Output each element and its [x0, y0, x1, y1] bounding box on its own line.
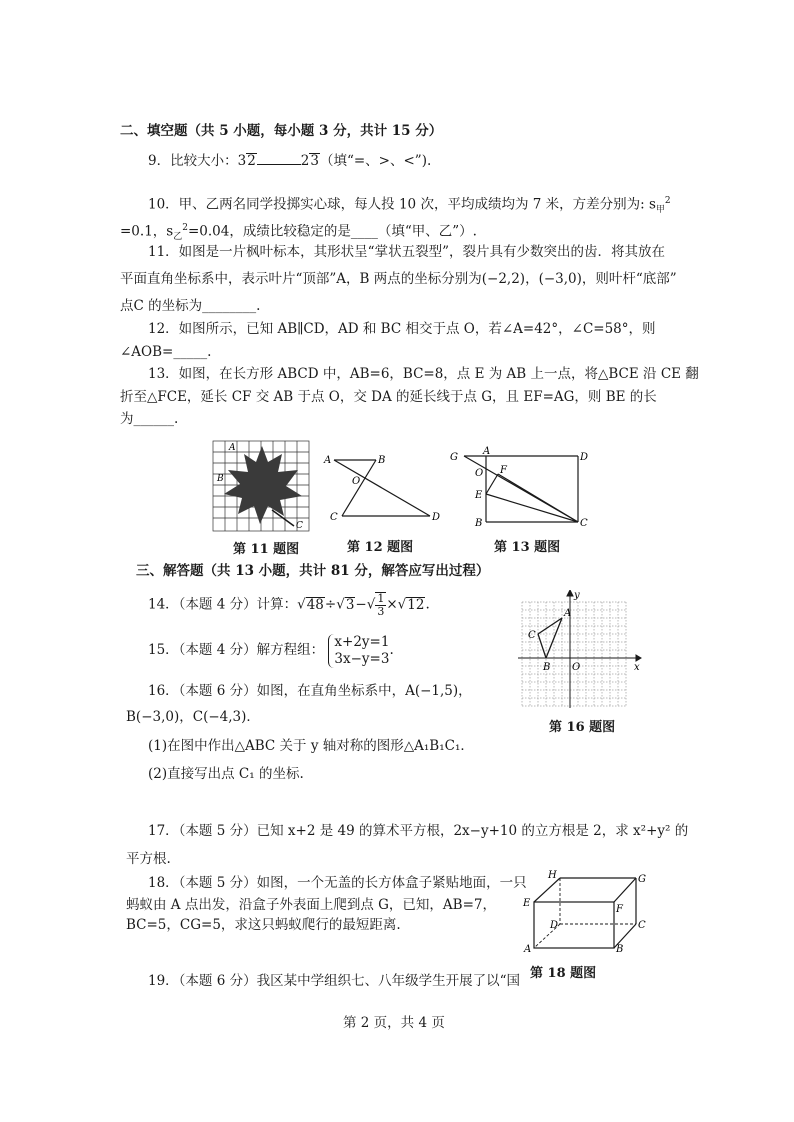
fig13-label-D: D — [580, 452, 589, 463]
question-13-line-1: 13．如图，在长方形 ABCD 中，AB=6，BC=8，点 E 为 AB 上一点，将△BCE 沿 CE 翻 — [148, 366, 699, 382]
question-18-line-2: 蚂蚁由 A 点出发，沿盒子外表面上爬到点 G，已知，AB=7， — [126, 897, 496, 913]
fig12-label-D: D — [432, 512, 441, 523]
figure-13-caption: 第 13 题图 — [494, 540, 561, 555]
fig11-label-B: B — [217, 474, 224, 484]
question-11-line-2: 平面直角坐标系中，表示叶片“顶部”A，B 两点的坐标分别为(−2,2)，(−3,0)，则叶杆“底部” — [120, 271, 677, 287]
figure-18-open-box — [520, 868, 648, 954]
question-13-line-3: 为______. — [120, 411, 179, 427]
fig16-label-A: A — [564, 608, 572, 619]
question-10-line-1: 10．甲、乙两名同学投掷实心球，每人投 10 次，平均成绩均为 7 米，方差分别为: $s_甲^2$ — [148, 196, 671, 216]
section-3-header: 三、解答题（共 13 小题，共计 81 分，解答应写出过程） — [136, 563, 490, 579]
question-11-line-1: 11．如图是一片枫叶标本，其形状呈“掌状五裂型”，裂片具有少数突出的齿．将其放在 — [148, 244, 665, 260]
question-10-line-2: =0.1，$s_乙^2=0.04$，成绩比较稳定的是____（填“甲、乙”）. — [120, 223, 477, 243]
section-2-header: 二、填空题（共 5 小题，每小题 3 分，共计 15 分） — [120, 123, 443, 139]
fig18-label-B: B — [616, 944, 624, 954]
fig18-label-C: C — [638, 920, 646, 931]
question-17-line-2: 平方根. — [126, 851, 171, 867]
page-footer: 第 2 页，共 4 页 — [343, 1015, 445, 1031]
fig16-label-B: B — [543, 662, 551, 673]
fig18-label-H: H — [548, 870, 557, 881]
fig12-label-A: A — [324, 455, 332, 466]
fig16-label-O: O — [572, 662, 581, 673]
question-19-line-1: 19．（本题 6 分）我区某中学组织七、八年级学生开展了以“国 — [148, 973, 521, 989]
fig13-label-C: C — [580, 518, 588, 529]
question-18-line-1: 18．（本题 5 分）如图，一个无盖的长方体盒子紧贴地面，一只 — [148, 875, 527, 891]
figure-11-maple-leaf-grid — [212, 440, 310, 532]
question-18-line-3: BC=5，CG=5，求这只蚂蚁爬行的最短距离. — [126, 917, 401, 933]
question-11-line-3: 点C 的坐标为________. — [120, 298, 261, 314]
fig13-label-F: F — [500, 465, 507, 476]
question-15: 15．（本题 4 分）解方程组： x+2y=1 3x−y=3 . — [148, 633, 394, 667]
figure-18-caption: 第 18 题图 — [530, 966, 597, 981]
fig13-label-A: A — [483, 446, 491, 457]
equation-system: x+2y=1 3x−y=3 — [328, 634, 389, 668]
fig12-label-O: O — [352, 476, 361, 487]
question-16-part-1: (1)在图中作出△ABC 关于 y 轴对称的图形△A₁B₁C₁． — [148, 738, 474, 754]
figure-16-coordinate-grid — [514, 590, 642, 710]
fig11-label-C: C — [296, 521, 303, 531]
fig13-label-O: O — [475, 468, 484, 479]
fig12-label-C: C — [330, 512, 338, 523]
figure-11-caption: 第 11 题图 — [233, 542, 300, 557]
question-12-line-1: 12．如图所示，已知 AB∥CD，AD 和 BC 相交于点 O，若∠A=42°，∠C=58°，则 — [148, 321, 656, 337]
question-16-part-2: (2)直接写出点 C₁ 的坐标. — [148, 766, 304, 782]
fig18-label-F: F — [616, 904, 623, 915]
fig16-label-C: C — [528, 630, 536, 641]
fig13-label-B: B — [475, 518, 483, 529]
fig18-label-D: D — [550, 920, 559, 931]
fig18-label-E: E — [523, 898, 531, 909]
fig16-label-y: y — [574, 590, 580, 601]
question-9: 9．比较大小：32 23（填“=、>、<”). — [148, 153, 432, 169]
question-16-line-1: 16．（本题 6 分）如图，在直角坐标系中，A(−1,5)， — [148, 683, 472, 699]
question-17-line-1: 17．（本题 5 分）已知 x+2 是 49 的算术平方根，2x−y+10 的立方根是 2，求 x²+y² 的 — [148, 823, 689, 839]
question-16-line-2: B(−3,0)，C(−4,3)． — [126, 709, 260, 725]
fig13-label-G: G — [450, 452, 458, 463]
question-12-line-2: ∠AOB=_____. — [120, 344, 212, 360]
fig13-label-E: E — [475, 490, 483, 501]
figure-13-rectangle-fold — [446, 446, 596, 532]
fig12-label-B: B — [378, 455, 386, 466]
fig16-label-x: x — [634, 662, 640, 673]
figure-12-parallel-lines — [322, 450, 442, 526]
fig18-label-A: A — [524, 944, 532, 954]
fig11-label-A: A — [229, 443, 236, 453]
question-14: 14．（本题 4 分）计算：√48÷√3−√ $\frac{1}{3}$ ×√12. — [148, 592, 430, 618]
fig18-label-G: G — [638, 874, 646, 885]
figure-12-caption: 第 12 题图 — [347, 540, 414, 555]
question-13-line-2: 折至△FCE，延长 CF 交 AB 于点 O，交 DA 的延长线于点 G，且 EF=AG，则 BE 的长 — [120, 389, 657, 405]
figure-16-caption: 第 16 题图 — [549, 720, 616, 735]
